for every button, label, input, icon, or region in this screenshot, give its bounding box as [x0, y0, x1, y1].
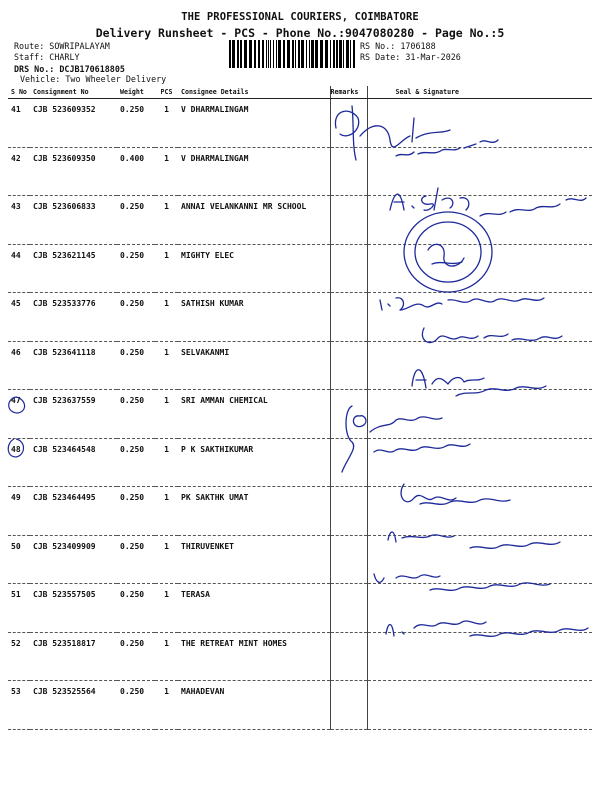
weight-cell: 0.250: [117, 438, 155, 487]
pcs-cell: 1: [155, 584, 178, 633]
table-header-row: [8, 86, 592, 99]
company-title: THE PROFESSIONAL COURIERS, COIMBATORE: [181, 11, 419, 23]
staff-label: Staff: CHARLY: [14, 52, 80, 62]
weight-cell: 0.250: [117, 681, 155, 730]
consignment-cell: CJB 523609350: [30, 147, 117, 196]
consignee-cell: SRI AMMAN CHEMICAL: [178, 390, 330, 439]
consignment-cell: CJB 523606833: [30, 196, 117, 245]
signature-cell: [367, 147, 592, 196]
remarks-cell: [330, 147, 367, 196]
consignee-cell: THE RETREAT MINT HOMES: [178, 632, 330, 681]
consignment-cell: CJB 523641118: [30, 341, 117, 390]
col-signature: Seal & Signature: [367, 86, 592, 99]
table-row: [8, 293, 592, 342]
consignment-cell: CJB 523557505: [30, 584, 117, 633]
consignment-cell: CJB 523409909: [30, 535, 117, 584]
sno-cell: 41: [8, 99, 30, 148]
consignee-cell: P K SAKTHIKUMAR: [178, 438, 330, 487]
weight-cell: 0.400: [117, 147, 155, 196]
col-sno: S No: [8, 86, 30, 99]
runsheet-table: [8, 86, 592, 730]
sno-circle-marks: [4, 395, 32, 465]
signature-cell: [367, 244, 592, 293]
consignee-cell: PK SAKTHK UMAT: [178, 487, 330, 536]
pcs-cell: 1: [155, 147, 178, 196]
signature-cell: [367, 681, 592, 730]
consignment-cell: CJB 523533776: [30, 293, 117, 342]
pcs-cell: 1: [155, 341, 178, 390]
consignment-cell: CJB 523621145: [30, 244, 117, 293]
pcs-cell: 1: [155, 487, 178, 536]
vehicle-label: Vehicle: Two Wheeler Delivery: [20, 74, 167, 84]
sno-cell: 50: [8, 535, 30, 584]
sno-cell: 51: [8, 584, 30, 633]
pcs-cell: 1: [155, 535, 178, 584]
table-row: [8, 487, 592, 536]
consignee-cell: V DHARMALINGAM: [178, 147, 330, 196]
consignment-cell: CJB 523518817: [30, 632, 117, 681]
consignment-cell: CJB 523464495: [30, 487, 117, 536]
pcs-cell: 1: [155, 244, 178, 293]
signature-cell: [367, 293, 592, 342]
table-row: [8, 341, 592, 390]
col-weight: Weight: [117, 86, 155, 99]
sno-cell: 49: [8, 487, 30, 536]
consignment-cell: CJB 523637559: [30, 390, 117, 439]
table-row: [8, 632, 592, 681]
route-label: Route: SOWRIPALAYAM: [14, 41, 110, 51]
runsheet-title: Delivery Runsheet - PCS - Phone No.:9047080280 - Page No.:5: [95, 26, 505, 40]
sno-cell: 44: [8, 244, 30, 293]
weight-cell: 0.250: [117, 535, 155, 584]
remarks-cell: [330, 196, 367, 245]
remarks-cell: [330, 244, 367, 293]
table-row: [8, 147, 592, 196]
weight-cell: 0.250: [117, 244, 155, 293]
col-consignment: Consignment No: [30, 86, 117, 99]
remarks-cell: [330, 293, 367, 342]
signature-cell: [367, 341, 592, 390]
col-pcs: PCS: [155, 86, 178, 99]
signature-cell: [367, 487, 592, 536]
consignee-cell: MIGHTY ELEC: [178, 244, 330, 293]
weight-cell: 0.250: [117, 632, 155, 681]
consignee-cell: THIRUVENKET: [178, 535, 330, 584]
sno-cell: 48: [8, 438, 30, 487]
pcs-cell: 1: [155, 99, 178, 148]
signature-cell: [367, 196, 592, 245]
consignment-cell: CJB 523525564: [30, 681, 117, 730]
weight-cell: 0.250: [117, 341, 155, 390]
consignment-cell: CJB 523464548: [30, 438, 117, 487]
remarks-cell: [330, 341, 367, 390]
signature-cell: [367, 438, 592, 487]
pcs-cell: 1: [155, 196, 178, 245]
signature-cell: [367, 632, 592, 681]
table-row: [8, 244, 592, 293]
sno-cell: 45: [8, 293, 30, 342]
table-row: [8, 99, 592, 148]
pcs-cell: 1: [155, 438, 178, 487]
table-row: [8, 438, 592, 487]
signature-cell: [367, 584, 592, 633]
pcs-cell: 1: [155, 632, 178, 681]
weight-cell: 0.250: [117, 99, 155, 148]
consignee-cell: SELVAKANMI: [178, 341, 330, 390]
pcs-cell: 1: [155, 681, 178, 730]
sno-cell: 43: [8, 196, 30, 245]
signature-cell: [367, 390, 592, 439]
sno-cell: 42: [8, 147, 30, 196]
sno-cell: 52: [8, 632, 30, 681]
table-row: [8, 535, 592, 584]
sno-cell: 47: [8, 390, 30, 439]
rs-date: RS Date: 31-Mar-2026: [360, 52, 461, 62]
remarks-cell: [330, 390, 367, 439]
rs-number: RS No.: 1706188: [360, 41, 436, 51]
consignee-cell: V DHARMALINGAM: [178, 99, 330, 148]
table-row: [8, 681, 592, 730]
remarks-cell: [330, 584, 367, 633]
sno-cell: 53: [8, 681, 30, 730]
table-row: [8, 390, 592, 439]
remarks-cell: [330, 487, 367, 536]
consignee-cell: MAHADEVAN: [178, 681, 330, 730]
barcode: [229, 40, 357, 68]
pcs-cell: 1: [155, 390, 178, 439]
remarks-cell: [330, 438, 367, 487]
remarks-cell: [330, 681, 367, 730]
consignment-cell: CJB 523609352: [30, 99, 117, 148]
consignee-cell: SATHISH KUMAR: [178, 293, 330, 342]
col-consignee: Consignee Details: [178, 86, 330, 99]
drs-number: DRS No.: DCJB170618805: [14, 64, 125, 74]
remarks-cell: [330, 99, 367, 148]
consignee-cell: ANNAI VELANKANNI MR SCHOOL: [178, 196, 330, 245]
consignee-cell: TERASA: [178, 584, 330, 633]
weight-cell: 0.250: [117, 584, 155, 633]
weight-cell: 0.250: [117, 293, 155, 342]
signature-cell: [367, 99, 592, 148]
table-row: [8, 584, 592, 633]
col-remarks: Remarks: [330, 86, 367, 99]
signature-cell: [367, 535, 592, 584]
pcs-cell: 1: [155, 293, 178, 342]
weight-cell: 0.250: [117, 196, 155, 245]
remarks-cell: [330, 535, 367, 584]
weight-cell: 0.250: [117, 390, 155, 439]
table-row: [8, 196, 592, 245]
sno-cell: 46: [8, 341, 30, 390]
remarks-cell: [330, 632, 367, 681]
weight-cell: 0.250: [117, 487, 155, 536]
